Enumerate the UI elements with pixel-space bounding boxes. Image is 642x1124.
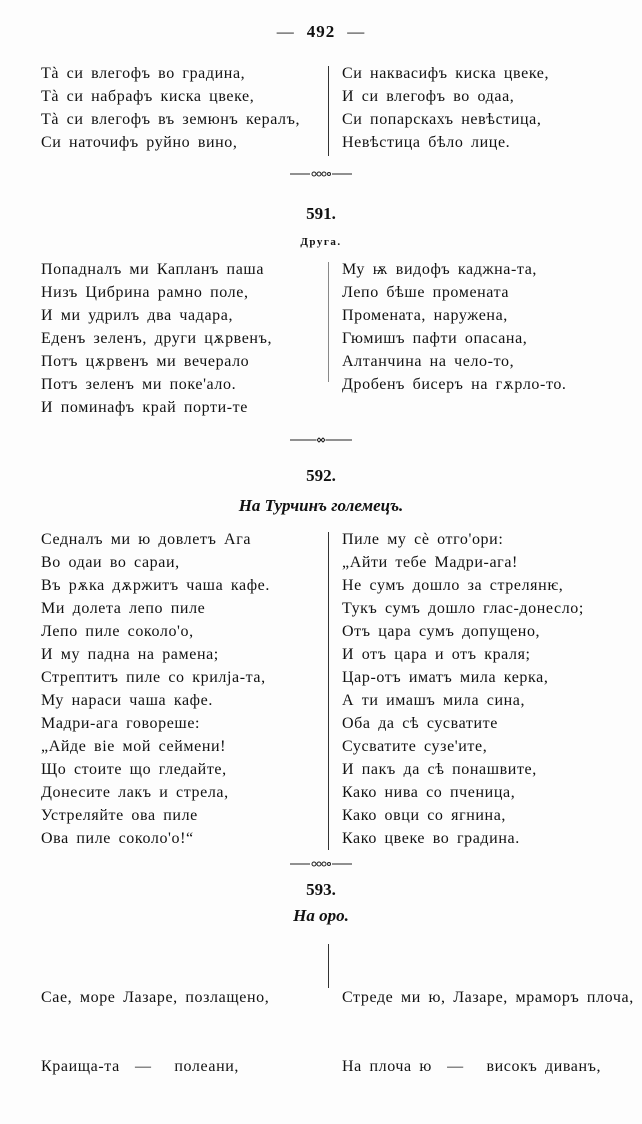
verse-line: Си наточифъ руйно вино,	[41, 134, 238, 151]
verse-line: Потъ зеленъ ми поке'ало.	[41, 376, 237, 393]
verse-line: Не сумъ дошло за стрелянѥ,	[342, 577, 564, 594]
verse-line: Краища-та — полеани,	[41, 1058, 240, 1075]
verse-line: И му падна на рамена;	[41, 646, 219, 663]
verse-line: Му ѭ видофъ каджна-та,	[342, 261, 537, 278]
column-divider	[328, 262, 329, 382]
verse-line: И пакъ да сѣ понашвите,	[342, 761, 537, 778]
verse-line: Ова пиле соколо'о!“	[41, 830, 194, 847]
verse-line: Цар-отъ иматъ мила керка,	[342, 669, 549, 686]
verse-line: И отъ цара и отъ краля;	[342, 646, 531, 663]
song-591-left-column	[41, 258, 272, 419]
verse-line: Како нива со пченица,	[342, 784, 516, 801]
song-number: 593.	[306, 880, 336, 899]
verse-line: Како цвеке во градина.	[342, 830, 520, 847]
verse-line: Лепо пиле соколо'о,	[41, 623, 194, 640]
verse-line: Отъ цара сумъ допущено,	[342, 623, 541, 640]
ornament-divider-icon	[0, 170, 642, 178]
verse-line: Потъ цѫрвенъ ми вечерало	[41, 353, 250, 370]
song-592-right-column	[342, 528, 584, 850]
page-number-value: 492	[306, 22, 336, 41]
song-title: На Турчинъ големецъ.	[238, 496, 404, 515]
verse-line: Устреляйте ова пиле	[41, 807, 198, 824]
song-593-right-column	[342, 940, 634, 1124]
verse-line: Сусватите сузе'ите,	[342, 738, 488, 755]
song-title: Друга.	[300, 236, 342, 248]
verse-line: Промената, наружена,	[342, 307, 508, 324]
verse-line: „Айде віе мой сеймени!	[41, 738, 227, 755]
verse-line: Въ рѫка дѫржитъ чаша кафе.	[41, 577, 270, 594]
verse-line: Попадналъ ми Капланъ паша	[41, 261, 265, 278]
song-number: 591.	[306, 204, 336, 223]
column-divider	[328, 944, 329, 988]
verse-line: Гюмишъ пафти опасана,	[342, 330, 528, 347]
column-divider	[328, 66, 329, 156]
verse-line: Во одаи во сараи,	[41, 554, 180, 571]
verse-line: Како овци со ягнина,	[342, 807, 507, 824]
verse-line: Лепо бѣше промената	[342, 284, 510, 301]
column-divider	[328, 532, 329, 850]
verse-line: А ти имашъ мила сина,	[342, 692, 526, 709]
verse-line: Тà си влегофъ въ земюнъ кералъ,	[41, 111, 301, 128]
verse-line: Дробенъ бисеръ на гѫрло-то.	[342, 376, 567, 393]
verse-line: Еденъ зеленъ, други цѫрвенъ,	[41, 330, 273, 347]
verse-line: Донесите лакъ и стрела,	[41, 784, 229, 801]
verse-line: Стрептитъ пиле со крилја-та,	[41, 669, 266, 686]
song-592-left-column	[41, 528, 270, 850]
verse-line: „Айти тебе Мадри-ага!	[342, 554, 518, 571]
verse-line: Тукъ сумъ дошло глас-донесло;	[342, 600, 584, 617]
verse-line: Тà си набрафъ киска цвеке,	[41, 88, 255, 105]
continuation-left-column	[41, 62, 300, 154]
verse-line: Тà си влегофъ во градина,	[41, 65, 246, 82]
ornament-divider-icon	[0, 436, 642, 444]
verse-line: И си влегофъ во одаа,	[342, 88, 515, 105]
page-number-dash-right: —	[347, 22, 366, 41]
verse-line: Стреде ми ю, Лазаре, мраморъ плоча,	[342, 989, 634, 1006]
verse-line: Невѣстица бѣло лице.	[342, 134, 511, 151]
verse-line: И поминафъ край порти-те	[41, 399, 248, 416]
verse-line: Ми долета лепо пиле	[41, 600, 206, 617]
ornament-divider-icon	[0, 860, 642, 868]
verse-line: На плоча ю — високъ диванъ,	[342, 1058, 602, 1075]
verse-line: Седналъ ми ю довлетъ Ага	[41, 531, 252, 548]
continuation-right-column	[342, 62, 549, 154]
verse-line: Си попарскахъ невѣстица,	[342, 111, 542, 128]
song-number: 592.	[306, 466, 336, 485]
page-number-dash-left: —	[276, 22, 295, 41]
verse-line: Низъ Цибрина рамно поле,	[41, 284, 249, 301]
verse-line: Оба да сѣ сусватите	[342, 715, 498, 732]
song-title: На оро.	[293, 906, 349, 925]
page-number	[0, 22, 642, 42]
verse-line: И ми удрилъ два чадара,	[41, 307, 234, 324]
verse-line: Си наквасифъ киска цвеке,	[342, 65, 550, 82]
verse-line: Сае, море Лазаре, позлащено,	[41, 989, 270, 1006]
verse-line: Пиле му сè отго'ори:	[342, 531, 504, 548]
song-591-right-column	[342, 258, 567, 396]
verse-line: Мадри-ага говореше:	[41, 715, 201, 732]
verse-line: Алтанчина на чело-то,	[342, 353, 515, 370]
verse-line: Му нараси чаша кафе.	[41, 692, 213, 709]
verse-line: Що стоите що гледайте,	[41, 761, 227, 778]
song-593-left-column	[41, 940, 269, 1124]
